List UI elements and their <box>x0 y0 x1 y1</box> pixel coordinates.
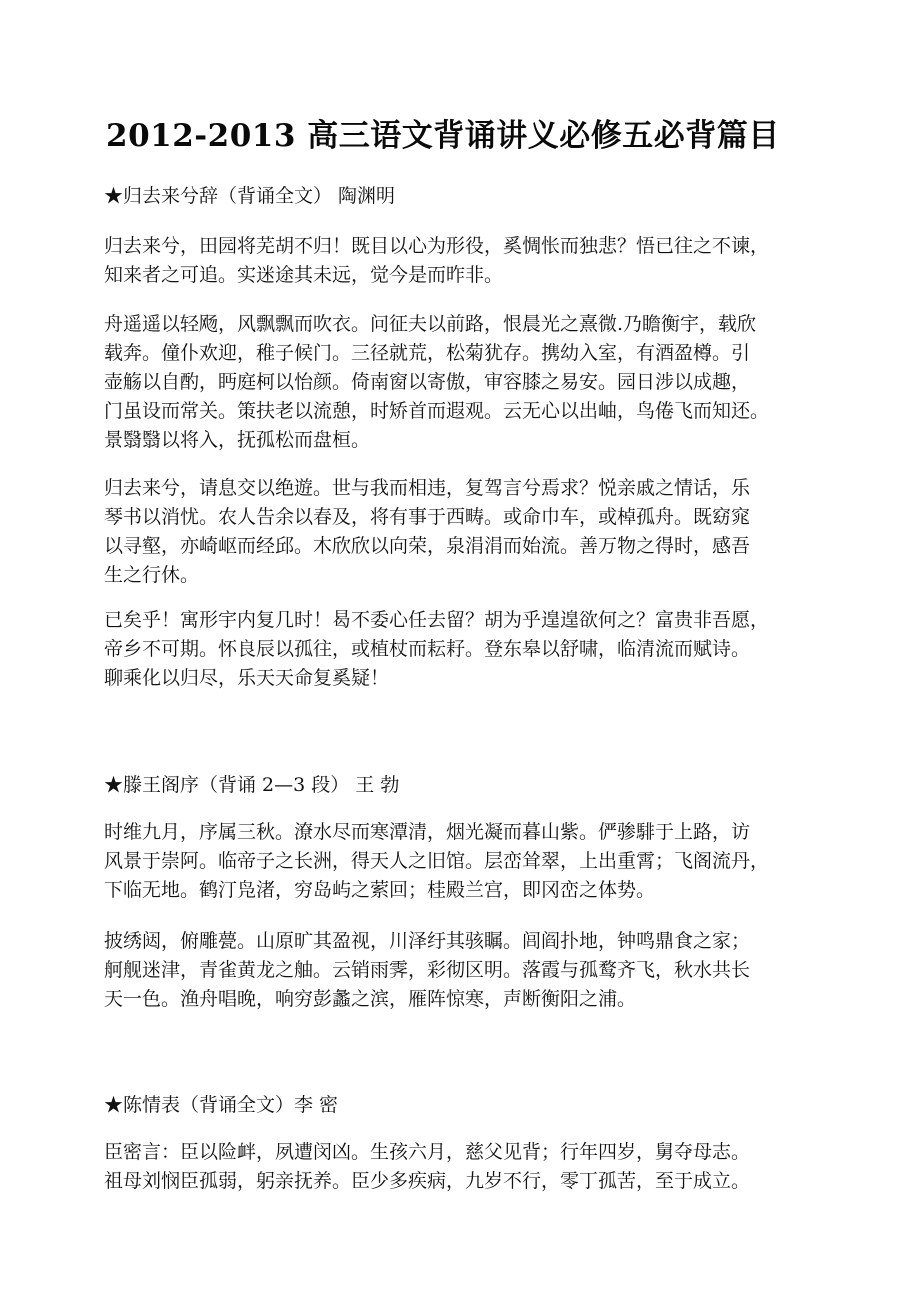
text-line: 祖母刘悯臣孤弱，躬亲抚养。臣少多疾病，九岁不行，零丁孤苦，至于成立。 <box>104 1170 751 1192</box>
text-line: 舸舰迷津，青雀黄龙之舳。云销雨霁，彩彻区明。落霞与孤鹜齐飞，秋水共长 <box>104 959 751 981</box>
text-line: 聊乘化以归尽，乐天天命复奚疑！ <box>104 667 390 689</box>
paragraph <box>104 232 834 290</box>
text-line: 臣密言：臣以险衅，夙遭闵凶。生孩六月，慈父见背；行年四岁，舅夺母志。 <box>104 1141 751 1163</box>
text-line: 归去来兮，田园将芜胡不归！既目以心为形役，奚惆怅而独悲？悟已往之不谏， <box>104 235 770 257</box>
text-line: 门虽设而常关。策扶老以流憩，时矫首而遐观。云无心以出岫，鸟倦飞而知还。 <box>104 400 770 422</box>
text-line: 风景于崇阿。临帝子之长洲，得天人之旧馆。层峦耸翠，上出重霄；飞阁流丹， <box>104 850 770 872</box>
text-line: 时维九月，序属三秋。潦水尽而寒潭清，烟光凝而暮山紫。俨骖騑于上路，访 <box>104 821 751 843</box>
section-heading-chenqingbiao: ★陈情表（背诵全文）李 密 <box>104 1094 339 1116</box>
text-line: 下临无地。鹤汀凫渚，穷岛屿之萦回；桂殿兰宫，即冈峦之体势。 <box>104 879 656 901</box>
paragraph <box>104 310 834 455</box>
paragraph <box>104 818 834 905</box>
paragraph <box>104 1138 834 1196</box>
text-line: 琴书以消忧。农人告余以春及，将有事于西畴。或命巾车，或棹孤舟。既窈窕 <box>104 506 751 528</box>
text-line: 天一色。渔舟唱晚，响穷彭蠡之滨，雁阵惊寒，声断衡阳之浦。 <box>104 988 637 1010</box>
paragraph <box>104 606 834 693</box>
document-title: 2012-2013 高三语文背诵讲义必修五必背篇目 <box>106 118 780 154</box>
text-line: 载奔。僮仆欢迎，稚子候门。三径就荒，松菊犹存。携幼入室，有酒盈樽。引 <box>104 342 751 364</box>
text-line: 知来者之可追。实迷途其未远，觉今是而昨非。 <box>104 264 504 286</box>
paragraph <box>104 927 834 1014</box>
text-line: 已矣乎！寓形宇内复几时！曷不委心任去留？胡为乎遑遑欲何之？富贵非吾愿， <box>104 609 770 631</box>
section-heading-tengwanggexu: ★滕王阁序（背诵 2—3 段） 王 勃 <box>104 774 400 796</box>
section-heading-guiqulaixici: ★归去来兮辞（背诵全文） 陶渊明 <box>104 185 396 207</box>
text-line: 壶觞以自酌，眄庭柯以怡颜。倚南窗以寄傲，审容膝之易安。园日涉以成趣， <box>104 371 751 393</box>
paragraph <box>104 474 834 590</box>
text-line: 景翳翳以将入，抚孤松而盘桓。 <box>104 429 371 451</box>
text-line: 生之行休。 <box>104 564 200 586</box>
text-line: 归去来兮，请息交以绝遊。世与我而相违，复驾言兮焉求？悦亲戚之情话，乐 <box>104 477 751 499</box>
text-line: 舟遥遥以轻飏，风飘飘而吹衣。问征夫以前路，恨晨光之熹微.乃瞻衡宇，载欣 <box>104 313 757 335</box>
text-line: 帝乡不可期。怀良辰以孤往，或植杖而耘耔。登东皋以舒啸，临清流而赋诗。 <box>104 638 751 660</box>
text-line: 以寻壑，亦崎岖而经邱。木欣欣以向荣，泉涓涓而始流。善万物之得时，感吾 <box>104 535 751 557</box>
text-line: 披绣闼，俯雕甍。山原旷其盈视，川泽纡其骇瞩。闾阎扑地，钟鸣鼎食之家； <box>104 930 751 952</box>
